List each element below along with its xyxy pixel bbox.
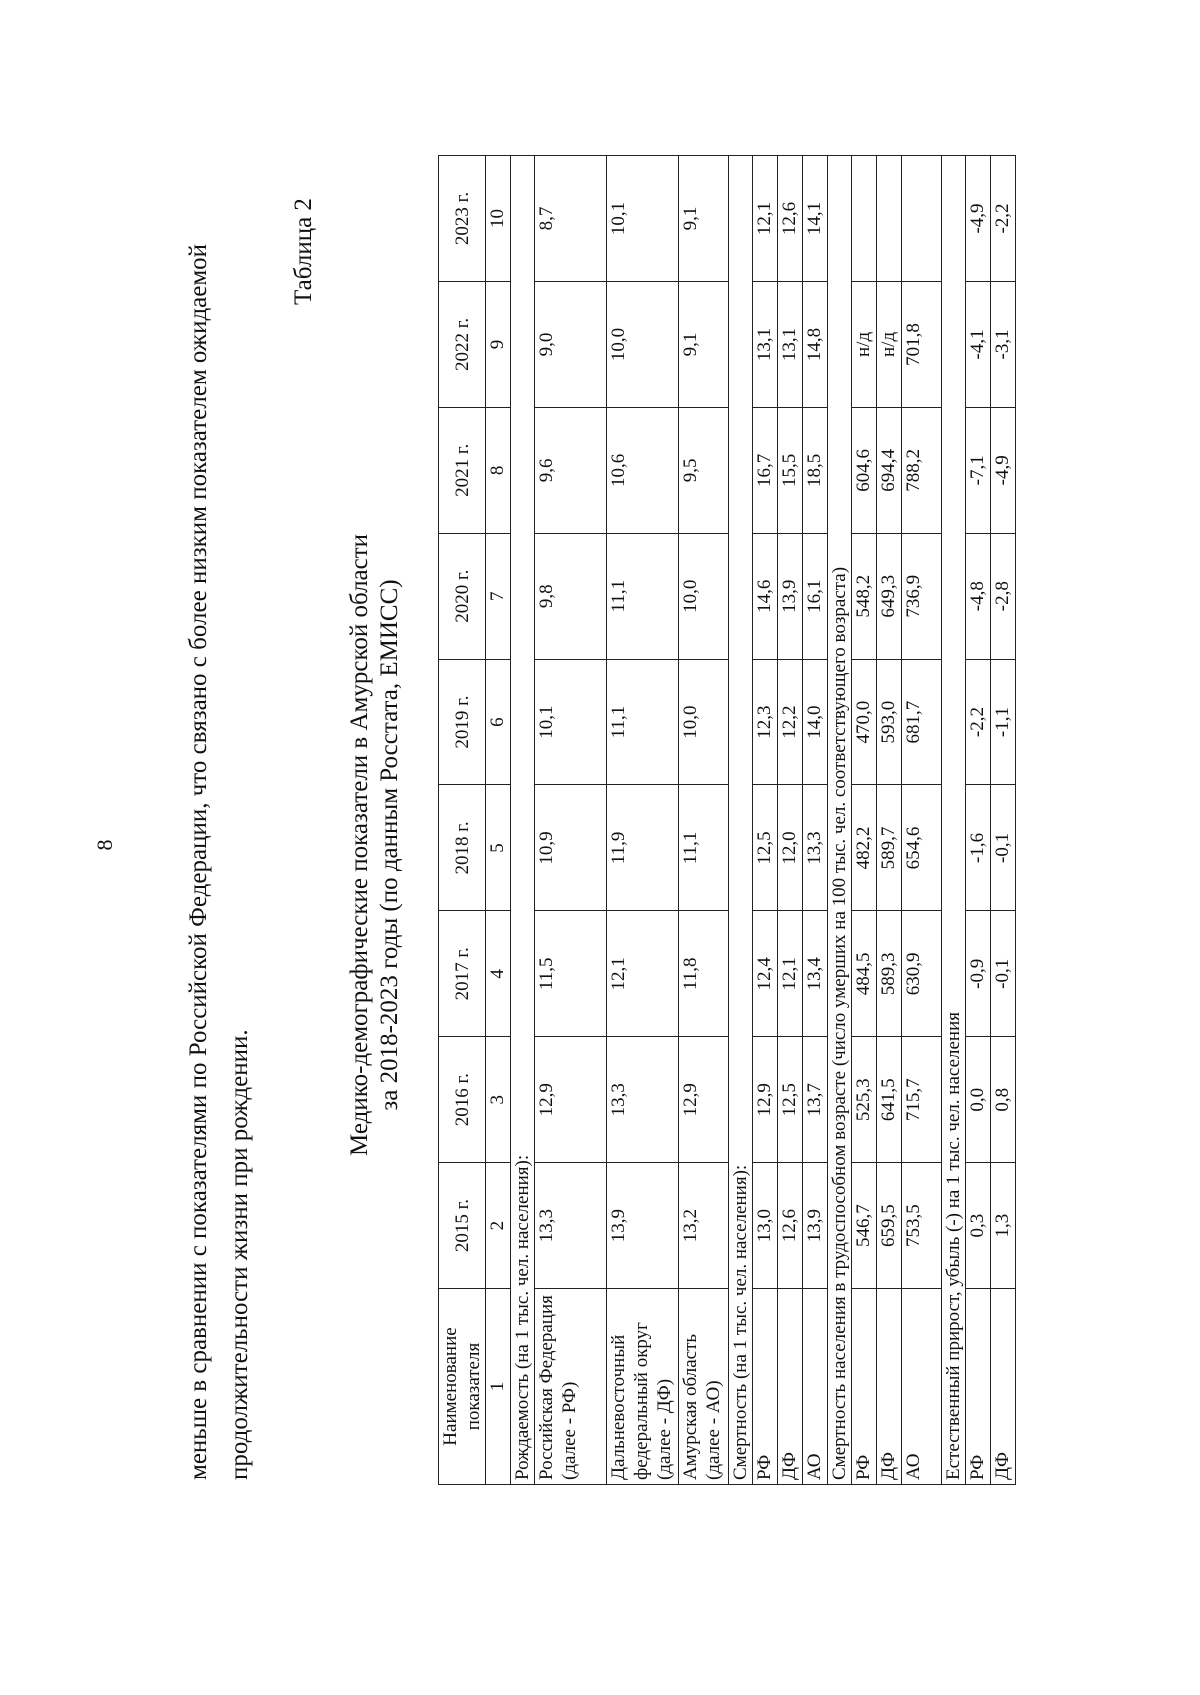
table-cell: 13,2 [679,1163,729,1289]
table-cell: 9,8 [535,533,607,659]
table-cell: 14,1 [803,156,828,282]
row-label: Дальневосточный федеральный округ (далее - ДФ) [607,1289,679,1485]
column-number-cell: 2 [486,1163,511,1289]
table-cell: 12,6 [778,1163,803,1289]
table-cell: 12,9 [535,1037,607,1163]
table-cell: 9,1 [679,156,729,282]
table-cell: 8,7 [535,156,607,282]
table-row [803,156,828,1485]
table-cell: -1,1 [991,659,1016,785]
table-cell: 12,4 [753,911,778,1037]
table-cell: 16,1 [803,533,828,659]
table-cell [852,156,877,282]
table-cell: 659,5 [877,1163,902,1289]
row-label: Амурская область (далее - АО) [679,1289,729,1485]
header-cell: 2019 г. [439,659,486,785]
column-number-cell: 10 [486,156,511,282]
table-cell: 736,9 [902,533,942,659]
table-cell: -2,2 [991,156,1016,282]
table-cell: 10,0 [679,659,729,785]
table-cell: 11,1 [679,785,729,911]
table-cell [902,156,942,282]
table-cell: 9,0 [535,282,607,408]
row-label: ДФ [877,1289,902,1485]
table-cell: н/д [852,282,877,408]
table-cell: 589,7 [877,785,902,911]
table-row [966,156,991,1485]
table-cell: 15,5 [778,407,803,533]
row-label: РФ [852,1289,877,1485]
table-row [753,156,778,1485]
table-cell: 11,1 [607,533,679,659]
table-cell: 593,0 [877,659,902,785]
table-row [778,156,803,1485]
table-cell: 13,9 [778,533,803,659]
section-natural-increase [942,156,966,1485]
table-row [991,156,1016,1485]
header-cell: 2015 г. [439,1163,486,1289]
table-cell: -0,1 [991,785,1016,911]
row-label: Российская Федерация (далее - РФ) [535,1289,607,1485]
table-cell: 10,0 [679,533,729,659]
table-cell: 788,2 [902,407,942,533]
table-cell: 12,1 [607,911,679,1037]
table-row [877,156,902,1485]
table-row [535,156,607,1485]
table-cell: 12,3 [753,659,778,785]
header-cell: 2023 г. [439,156,486,282]
table-cell: 484,5 [852,911,877,1037]
table-cell: 13,1 [753,282,778,408]
table-cell: н/д [877,282,902,408]
table-cell: 16,7 [753,407,778,533]
table-cell: -7,1 [966,407,991,533]
table-cell: 10,9 [535,785,607,911]
table-cell: 13,3 [803,785,828,911]
header-cell: 2021 г. [439,407,486,533]
column-number-row [486,156,511,1485]
table-cell: 12,1 [753,156,778,282]
table-cell: -0,9 [966,911,991,1037]
column-number-cell: 6 [486,659,511,785]
table-cell: 641,5 [877,1037,902,1163]
table-cell: 589,3 [877,911,902,1037]
table-title-line-1: Медико-демографические показатели в Амурской области [346,533,373,1157]
table-title [345,325,405,1365]
table-cell: 701,8 [902,282,942,408]
header-cell: 2018 г. [439,785,486,911]
table-cell: 0,3 [966,1163,991,1289]
table-cell: 630,9 [902,911,942,1037]
table-row [607,156,679,1485]
header-cell: Наименование показателя [439,1289,486,1485]
table-row [902,156,942,1485]
row-label: ДФ [991,1289,1016,1485]
column-number-cell: 5 [486,785,511,911]
table-cell: 14,8 [803,282,828,408]
table-cell: 9,5 [679,407,729,533]
table-cell: 0,0 [966,1037,991,1163]
table-cell: 12,5 [778,1037,803,1163]
table-cell: -0,1 [991,911,1016,1037]
row-label: АО [902,1289,942,1485]
table-title-line-2: за 2018-2023 годы (по данным Росстата, ЕМИСС) [376,579,403,1111]
table-cell: 11,9 [607,785,679,911]
table-cell: 10,0 [607,282,679,408]
table-cell: 11,1 [607,659,679,785]
table-cell: 13,0 [753,1163,778,1289]
row-label: АО [803,1289,828,1485]
table-cell: -4,9 [966,156,991,282]
table-cell: 10,1 [607,156,679,282]
table-cell: 13,9 [803,1163,828,1289]
table-cell: 11,5 [535,911,607,1037]
section-title: Рождаемость (на 1 тыс. чел. населения): [511,156,535,1485]
table-cell: 694,4 [877,407,902,533]
demographics-table [438,155,1016,1485]
table-cell: 12,0 [778,785,803,911]
header-cell: 2022 г. [439,282,486,408]
table-cell: -2,2 [966,659,991,785]
table-cell: 715,7 [902,1037,942,1163]
table-cell: 12,5 [753,785,778,911]
table-cell: 12,9 [679,1037,729,1163]
table-cell [877,156,902,282]
table-header-row [439,156,486,1485]
table-cell: 13,3 [535,1163,607,1289]
table-cell: 14,6 [753,533,778,659]
table-cell: 548,2 [852,533,877,659]
table-cell: 681,7 [902,659,942,785]
column-number-cell: 7 [486,533,511,659]
table-cell: -2,8 [991,533,1016,659]
table-cell: 12,9 [753,1037,778,1163]
table-cell: 482,2 [852,785,877,911]
header-cell: 2017 г. [439,911,486,1037]
row-label: ДФ [778,1289,803,1485]
table-cell: -3,1 [991,282,1016,408]
table-cell: 13,7 [803,1037,828,1163]
column-number-cell: 3 [486,1037,511,1163]
table-cell: 14,0 [803,659,828,785]
table-cell: 654,6 [902,785,942,911]
table-cell: 13,9 [607,1163,679,1289]
table-cell: 12,1 [778,911,803,1037]
table-cell: 12,2 [778,659,803,785]
table-cell: -4,8 [966,533,991,659]
section-mortality [729,156,753,1485]
table-cell: 525,3 [852,1037,877,1163]
table-cell: 649,3 [877,533,902,659]
table-row [679,156,729,1485]
column-number-cell: 9 [486,282,511,408]
table-cell: 12,6 [778,156,803,282]
column-number-cell: 1 [486,1289,511,1485]
header-cell: 2020 г. [439,533,486,659]
table-row [852,156,877,1485]
column-number-cell: 8 [486,407,511,533]
section-title: Смертность населения в трудоспособном возрасте (число умерших на 100 тыс. чел. соответствующего возраста) [828,156,852,1485]
table-cell: 18,5 [803,407,828,533]
page-number: 8 [92,839,117,851]
table-cell: -4,1 [966,282,991,408]
table-cell: 10,1 [535,659,607,785]
table-cell: 11,8 [679,911,729,1037]
section-working-age-mortality [828,156,852,1485]
table-label: Таблица 2 [290,198,317,305]
table-cell: 1,3 [991,1163,1016,1289]
table-cell: 753,5 [902,1163,942,1289]
row-label: РФ [966,1289,991,1485]
table-cell: 470,0 [852,659,877,785]
table-cell: 9,1 [679,282,729,408]
row-label: РФ [753,1289,778,1485]
body-paragraph: меньше в сравнении с показателями по Российской Федерации, что связано с более низким показателем ожидаемой продолжительности жизни при рождении. [185,243,253,1480]
table-cell: 546,7 [852,1163,877,1289]
table-cell: -1,6 [966,785,991,911]
table-cell: -4,9 [991,407,1016,533]
section-birth-rate [511,156,535,1485]
table-cell: 604,6 [852,407,877,533]
header-cell: 2016 г. [439,1037,486,1163]
table-cell: 13,4 [803,911,828,1037]
table-cell: 10,6 [607,407,679,533]
section-title: Смертность (на 1 тыс. чел. населения): [729,156,753,1485]
table-cell: 0,8 [991,1037,1016,1163]
table-cell: 13,1 [778,282,803,408]
table-cell: 13,3 [607,1037,679,1163]
section-title: Естественный прирост, убыль (-) на 1 тыс. чел. населения [942,156,966,1485]
table-cell: 9,6 [535,407,607,533]
column-number-cell: 4 [486,911,511,1037]
